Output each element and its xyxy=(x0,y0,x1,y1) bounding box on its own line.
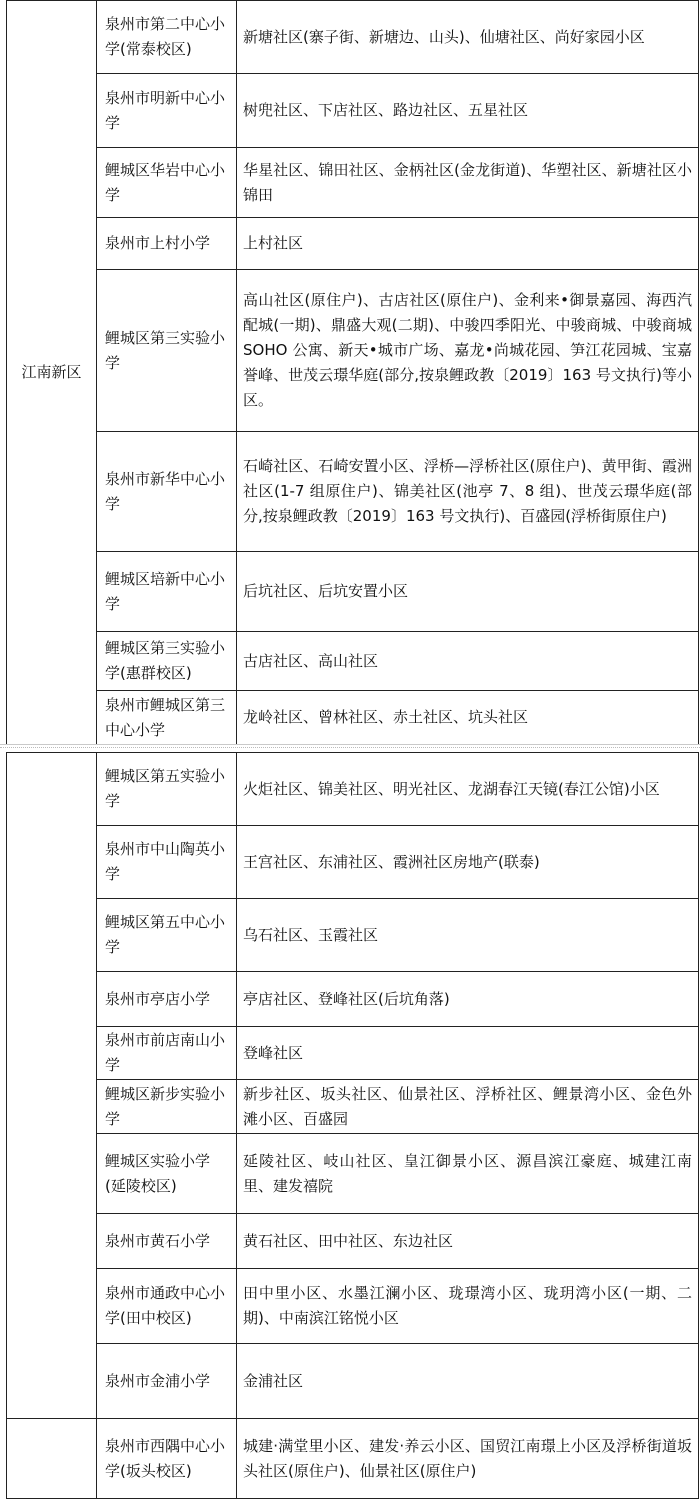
table-row xyxy=(7,691,699,745)
school-cell: 泉州市中山陶英小学 xyxy=(97,826,237,899)
area-cell: 新步社区、坂头社区、仙景社区、浮桥社区、鲤景湾小区、金色外滩小区、百盛园 xyxy=(237,1080,699,1134)
school-cell: 鲤城区第三实验小学(惠群校区) xyxy=(97,632,237,691)
area-cell: 黄石社区、田中社区、东边社区 xyxy=(237,1214,699,1269)
area-cell: 亭店社区、登峰社区(后坑角落) xyxy=(237,972,699,1027)
table-row xyxy=(7,218,699,270)
school-cell: 鲤城区培新中心小学 xyxy=(97,552,237,632)
school-cell: 泉州市黄石小学 xyxy=(97,1214,237,1269)
table-row xyxy=(7,632,699,691)
area-cell: 新塘社区(寨子街、新塘边、山头)、仙塘社区、尚好家园小区 xyxy=(237,1,699,74)
school-cell: 鲤城区实验小学(延陵校区) xyxy=(97,1134,237,1214)
area-cell: 石崎社区、石崎安置小区、浮桥—浮桥社区(原住户)、黄甲街、霞洲社区(1-7 组原住户)、锦美社区(池亭 7、8 组)、世茂云璟华庭(部分,按泉鲤政教〔2019〕163 号文执行)、百盛园(浮桥街原住户) xyxy=(237,432,699,552)
school-cell: 泉州市通政中心小学(田中校区) xyxy=(97,1269,237,1344)
school-cell: 泉州市前店南山小学 xyxy=(97,1027,237,1080)
school-cell: 鲤城区第五实验小学 xyxy=(97,753,237,826)
area-cell: 登峰社区 xyxy=(237,1027,699,1080)
table-row xyxy=(7,1214,699,1269)
school-cell: 鲤城区华岩中心小学 xyxy=(97,148,237,218)
table-row xyxy=(7,552,699,632)
region-cell-empty xyxy=(7,753,97,1419)
region-cell-empty xyxy=(7,1419,97,1499)
table-row xyxy=(7,1027,699,1080)
table-row xyxy=(7,148,699,218)
school-cell: 泉州市亭店小学 xyxy=(97,972,237,1027)
school-cell: 泉州市第二中心小学(常泰校区) xyxy=(97,1,237,74)
page-break-dotted-line xyxy=(0,747,700,748)
table-row xyxy=(7,270,699,432)
school-cell: 泉州市上村小学 xyxy=(97,218,237,270)
table-row xyxy=(7,74,699,148)
area-cell: 高山社区(原住户)、古店社区(原住户)、金利来•御景嘉园、海西汽配城(一期)、鼎盛大观(二期)、中骏四季阳光、中骏商城、中骏商城 SOHO 公寓、新天•城市广场、嘉龙•尚城花园、笋江花园城、宝嘉誉峰、世茂云璟华庭(部分,按泉鲤政教〔2019〕163 号文执行)等小区。 xyxy=(237,270,699,432)
area-cell: 延陵社区、岐山社区、皇江御景小区、源昌滨江豪庭、城建江南里、建发禧院 xyxy=(237,1134,699,1214)
area-cell: 乌石社区、玉霞社区 xyxy=(237,899,699,972)
area-cell: 华星社区、锦田社区、金柄社区(金龙街道)、华塑社区、新塘社区小锦田 xyxy=(237,148,699,218)
school-cell: 泉州市西隅中心小学(坂头校区) xyxy=(97,1419,237,1499)
school-cell: 鲤城区第五中心小学 xyxy=(97,899,237,972)
table-row xyxy=(7,1,699,74)
area-cell: 城建·满堂里小区、建发·养云小区、国贸江南璟上小区及浮桥街道坂头社区(原住户)、仙景社区(原住户) xyxy=(237,1419,699,1499)
school-district-table-part1 xyxy=(6,0,699,745)
table-row xyxy=(7,1269,699,1344)
region-cell: 江南新区 xyxy=(7,1,97,745)
area-cell: 树兜社区、下店社区、路边社区、五星社区 xyxy=(237,74,699,148)
school-cell: 鲤城区新步实验小学 xyxy=(97,1080,237,1134)
school-cell: 泉州市鲤城区第三中心小学 xyxy=(97,691,237,745)
table-row xyxy=(7,972,699,1027)
table-row xyxy=(7,1344,699,1419)
area-cell: 后坑社区、后坑安置小区 xyxy=(237,552,699,632)
table-row xyxy=(7,1419,699,1499)
table-row xyxy=(7,432,699,552)
area-cell: 金浦社区 xyxy=(237,1344,699,1419)
table-row xyxy=(7,899,699,972)
table-row xyxy=(7,1134,699,1214)
area-cell: 上村社区 xyxy=(237,218,699,270)
school-cell: 泉州市金浦小学 xyxy=(97,1344,237,1419)
area-cell: 火炬社区、锦美社区、明光社区、龙湖春江天镜(春江公馆)小区 xyxy=(237,753,699,826)
school-cell: 鲤城区第三实验小学 xyxy=(97,270,237,432)
area-cell: 古店社区、高山社区 xyxy=(237,632,699,691)
area-cell: 王宫社区、东浦社区、霞洲社区房地产(联泰) xyxy=(237,826,699,899)
school-district-table-part2 xyxy=(6,752,699,1499)
table-row xyxy=(7,826,699,899)
table-row xyxy=(7,753,699,826)
school-cell: 泉州市新华中心小学 xyxy=(97,432,237,552)
area-cell: 田中里小区、水墨江澜小区、珑璟湾小区、珑玥湾小区(一期、二期)、中南滨江铭悦小区 xyxy=(237,1269,699,1344)
school-cell: 泉州市明新中心小学 xyxy=(97,74,237,148)
table-row xyxy=(7,1080,699,1134)
area-cell: 龙岭社区、曾林社区、赤土社区、坑头社区 xyxy=(237,691,699,745)
